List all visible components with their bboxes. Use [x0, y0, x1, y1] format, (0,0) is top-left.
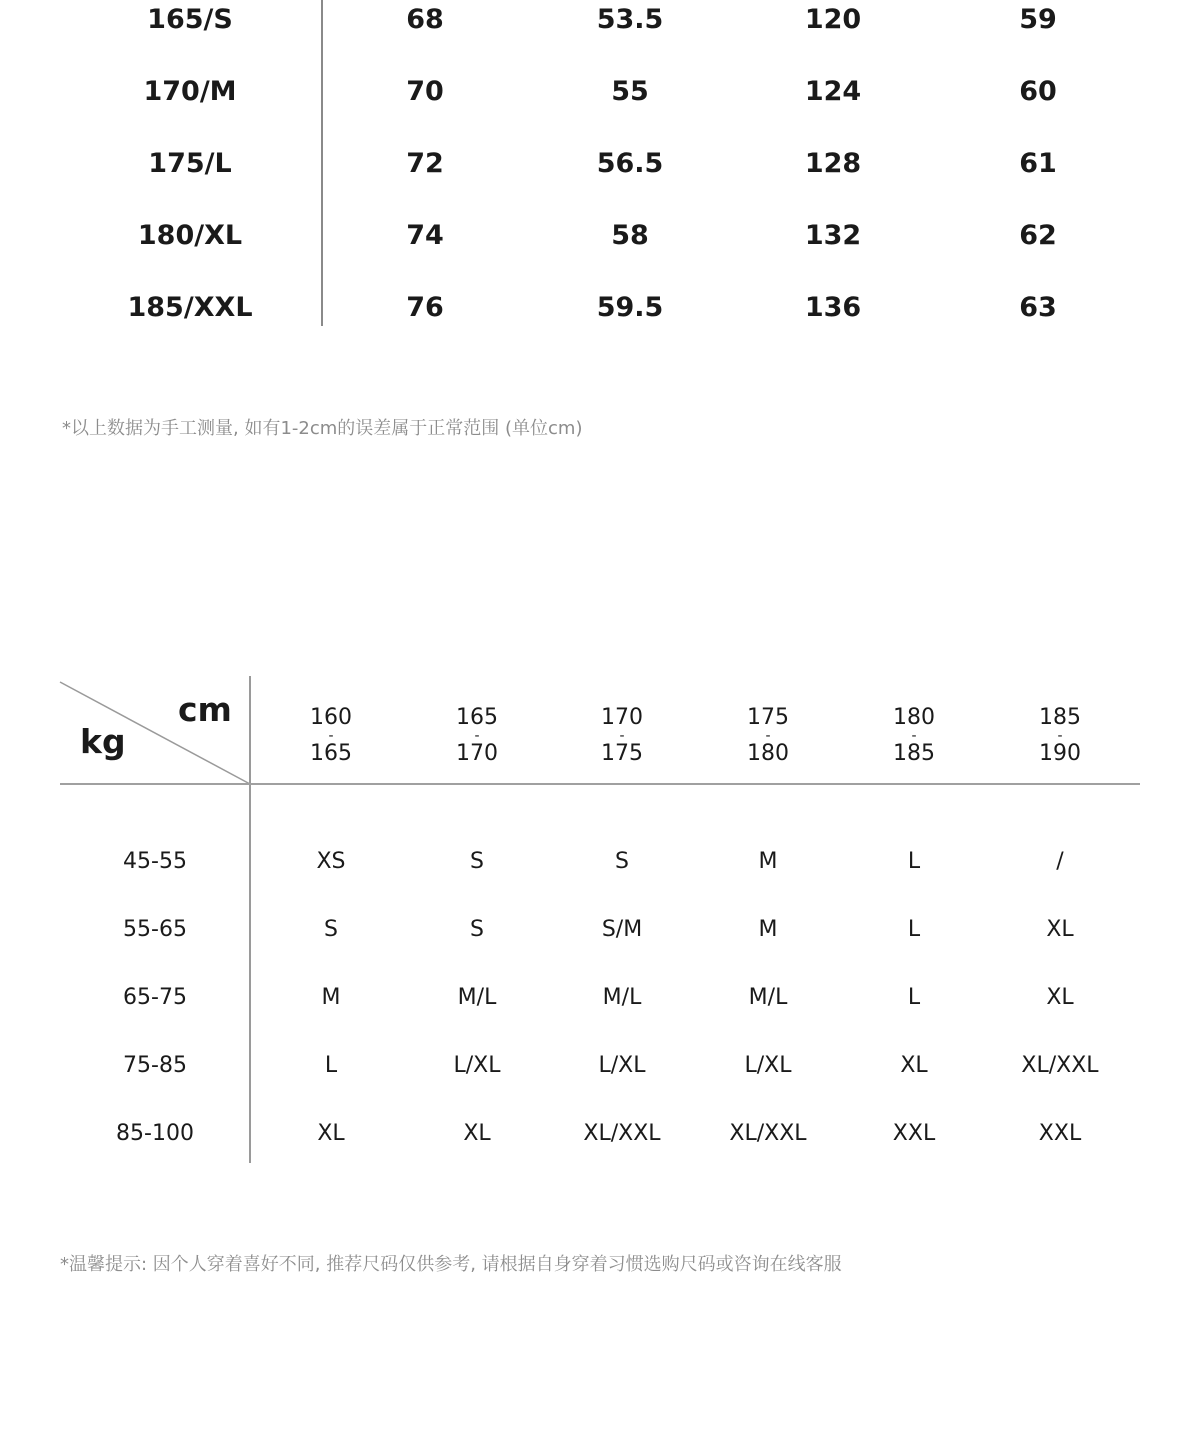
- size-cell: XL: [463, 1121, 491, 1146]
- height-range-separator: -: [328, 728, 334, 744]
- size-cell: L/XL: [744, 1053, 792, 1078]
- measurement-cell: 58: [611, 220, 649, 251]
- size-label-cell: 180/XL: [137, 220, 243, 251]
- height-range-header: [572, 703, 672, 769]
- size-cell: /: [1056, 849, 1064, 874]
- size-recommendation-note: *温馨提示: 因个人穿着喜好不同, 推荐尺码仅供参考, 请根据自身穿着习惯选购尺码或咨询在线客服: [60, 1254, 842, 1275]
- size-cell: S: [324, 917, 338, 942]
- measurement-cell: 76: [406, 292, 444, 323]
- size-label-cell: 185/XXL: [127, 292, 253, 323]
- size-row: [0, 1114, 1200, 1154]
- measurement-cell: 68: [406, 4, 444, 35]
- weight-range-cell: 45-55: [123, 849, 187, 874]
- height-range-to: 185: [893, 741, 935, 766]
- weight-range-cell: 55-65: [123, 917, 187, 942]
- size-cell: XXL: [1038, 1121, 1082, 1146]
- height-range-header: [864, 703, 964, 769]
- measurement-row: [0, 0, 1200, 40]
- height-range-from: 180: [893, 705, 935, 730]
- size-cell: M: [321, 985, 341, 1010]
- size-cell: M: [758, 849, 778, 874]
- size-cell: S: [615, 849, 629, 874]
- height-range-separator: -: [765, 728, 771, 744]
- height-range-separator: -: [911, 728, 917, 744]
- height-range-separator: -: [474, 728, 480, 744]
- measurement-cell: 59.5: [596, 292, 664, 323]
- size-cell: S/M: [601, 917, 643, 942]
- size-cell: XXL: [892, 1121, 936, 1146]
- measurement-row: [0, 216, 1200, 256]
- size-cell: M: [758, 917, 778, 942]
- size-cell: XL: [1046, 917, 1074, 942]
- measurement-cell: 128: [804, 148, 862, 179]
- weight-range-cell: 85-100: [116, 1121, 194, 1146]
- header-horizontal-divider: [60, 783, 1140, 785]
- size-label-cell: 175/L: [148, 148, 232, 179]
- height-range-from: 175: [747, 705, 789, 730]
- measurement-cell: 136: [804, 292, 862, 323]
- height-unit-label: cm: [178, 690, 232, 729]
- measurement-row: [0, 144, 1200, 184]
- size-row: [0, 842, 1200, 882]
- size-cell: L: [907, 985, 921, 1010]
- height-range-to: 180: [747, 741, 789, 766]
- height-range-header: [427, 703, 527, 769]
- size-cell: L: [907, 849, 921, 874]
- height-range-to: 190: [1039, 741, 1081, 766]
- size-row: [0, 910, 1200, 950]
- size-cell: XL/XXL: [583, 1121, 661, 1146]
- size-label-cell: 165/S: [147, 4, 233, 35]
- measurement-note: *以上数据为手工测量, 如有1-2cm的误差属于正常范围 (单位cm): [62, 418, 583, 439]
- measurement-cell: 59: [1019, 4, 1057, 35]
- size-cell: XL: [900, 1053, 928, 1078]
- measurement-cell: 120: [804, 4, 862, 35]
- size-cell: L: [324, 1053, 338, 1078]
- height-range-from: 185: [1039, 705, 1081, 730]
- height-range-to: 170: [456, 741, 498, 766]
- weight-range-cell: 65-75: [123, 985, 187, 1010]
- measurement-cell: 61: [1019, 148, 1057, 179]
- size-cell: XL: [317, 1121, 345, 1146]
- measurement-cell: 55: [611, 76, 649, 107]
- size-cell: XL/XXL: [1021, 1053, 1099, 1078]
- weight-range-cell: 75-85: [123, 1053, 187, 1078]
- height-range-to: 165: [310, 741, 352, 766]
- size-cell: M/L: [602, 985, 642, 1010]
- measurement-cell: 132: [804, 220, 862, 251]
- size-cell: L/XL: [453, 1053, 501, 1078]
- height-range-header: [1010, 703, 1110, 769]
- measurement-cell: 56.5: [596, 148, 664, 179]
- measurement-cell: 74: [406, 220, 444, 251]
- measurement-cell: 70: [406, 76, 444, 107]
- height-range-header: [281, 703, 381, 769]
- measurement-cell: 72: [406, 148, 444, 179]
- height-range-header: [718, 703, 818, 769]
- height-range-to: 175: [601, 741, 643, 766]
- size-cell: XL/XXL: [729, 1121, 807, 1146]
- size-row: [0, 978, 1200, 1018]
- size-label-cell: 170/M: [143, 76, 237, 107]
- height-range-from: 165: [456, 705, 498, 730]
- size-cell: M/L: [457, 985, 497, 1010]
- weight-unit-label: kg: [80, 722, 126, 761]
- size-cell: S: [470, 849, 484, 874]
- size-cell: S: [470, 917, 484, 942]
- measurement-row: [0, 288, 1200, 328]
- height-range-from: 170: [601, 705, 643, 730]
- size-cell: XS: [316, 849, 346, 874]
- size-row: [0, 1046, 1200, 1086]
- size-cell: L: [907, 917, 921, 942]
- size-cell: XL: [1046, 985, 1074, 1010]
- height-range-from: 160: [310, 705, 352, 730]
- measurement-cell: 53.5: [596, 4, 664, 35]
- measurement-cell: 63: [1019, 292, 1057, 323]
- measurement-cell: 60: [1019, 76, 1057, 107]
- size-cell: L/XL: [598, 1053, 646, 1078]
- height-range-separator: -: [619, 728, 625, 744]
- measurement-cell: 124: [804, 76, 862, 107]
- measurement-cell: 62: [1019, 220, 1057, 251]
- height-range-separator: -: [1057, 728, 1063, 744]
- size-cell: M/L: [748, 985, 788, 1010]
- measurement-row: [0, 72, 1200, 112]
